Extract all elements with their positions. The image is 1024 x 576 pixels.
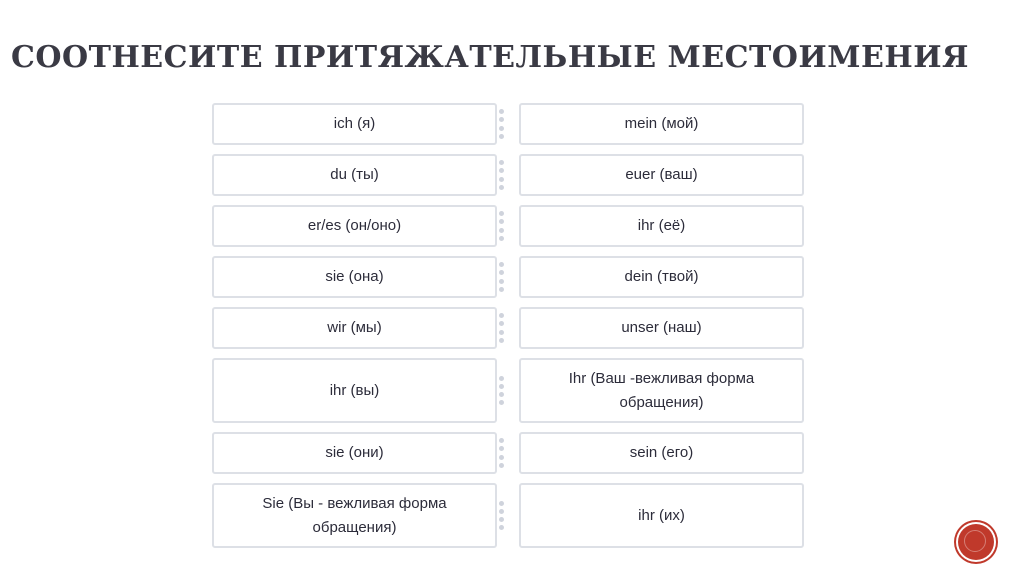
matching-row (212, 307, 804, 349)
matching-row (212, 103, 804, 145)
left-item-card[interactable]: Sie (Вы - вежливая форма обращения) (212, 483, 497, 548)
matching-row (212, 432, 804, 474)
drag-handle-icon[interactable] (498, 438, 504, 468)
drag-handle-icon[interactable] (498, 109, 504, 139)
drag-handle-icon[interactable] (498, 376, 504, 406)
right-item-card[interactable]: sein (его) (519, 432, 804, 474)
circle-badge-icon (958, 524, 994, 560)
matching-row (212, 256, 804, 298)
matching-row (212, 154, 804, 196)
right-item-card[interactable]: ihr (её) (519, 205, 804, 247)
drag-handle-icon[interactable] (498, 160, 504, 190)
left-item-card[interactable]: sie (они) (212, 432, 497, 474)
right-item-card[interactable]: dein (твой) (519, 256, 804, 298)
slide-title: СООТНЕСИТЕ ПРИТЯЖАТЕЛЬНЫЕ МЕСТОИМЕНИЯ (11, 40, 969, 75)
drag-handle-icon[interactable] (498, 313, 504, 343)
right-item-card[interactable]: mein (мой) (519, 103, 804, 145)
left-item-card[interactable]: er/es (он/оно) (212, 205, 497, 247)
right-item-card[interactable]: ihr (их) (519, 483, 804, 548)
right-item-card[interactable]: euer (ваш) (519, 154, 804, 196)
matching-row (212, 358, 804, 423)
right-item-card[interactable]: Ihr (Ваш -вежливая форма обращения) (519, 358, 804, 423)
left-item-card[interactable]: du (ты) (212, 154, 497, 196)
left-item-card[interactable]: wir (мы) (212, 307, 497, 349)
matching-row (212, 483, 804, 548)
left-item-card[interactable]: sie (она) (212, 256, 497, 298)
right-item-card[interactable]: unser (наш) (519, 307, 804, 349)
left-item-card[interactable]: ich (я) (212, 103, 497, 145)
matching-row (212, 205, 804, 247)
left-item-card[interactable]: ihr (вы) (212, 358, 497, 423)
drag-handle-icon[interactable] (498, 262, 504, 292)
drag-handle-icon[interactable] (498, 211, 504, 241)
matching-exercise (212, 103, 804, 557)
drag-handle-icon[interactable] (498, 501, 504, 531)
